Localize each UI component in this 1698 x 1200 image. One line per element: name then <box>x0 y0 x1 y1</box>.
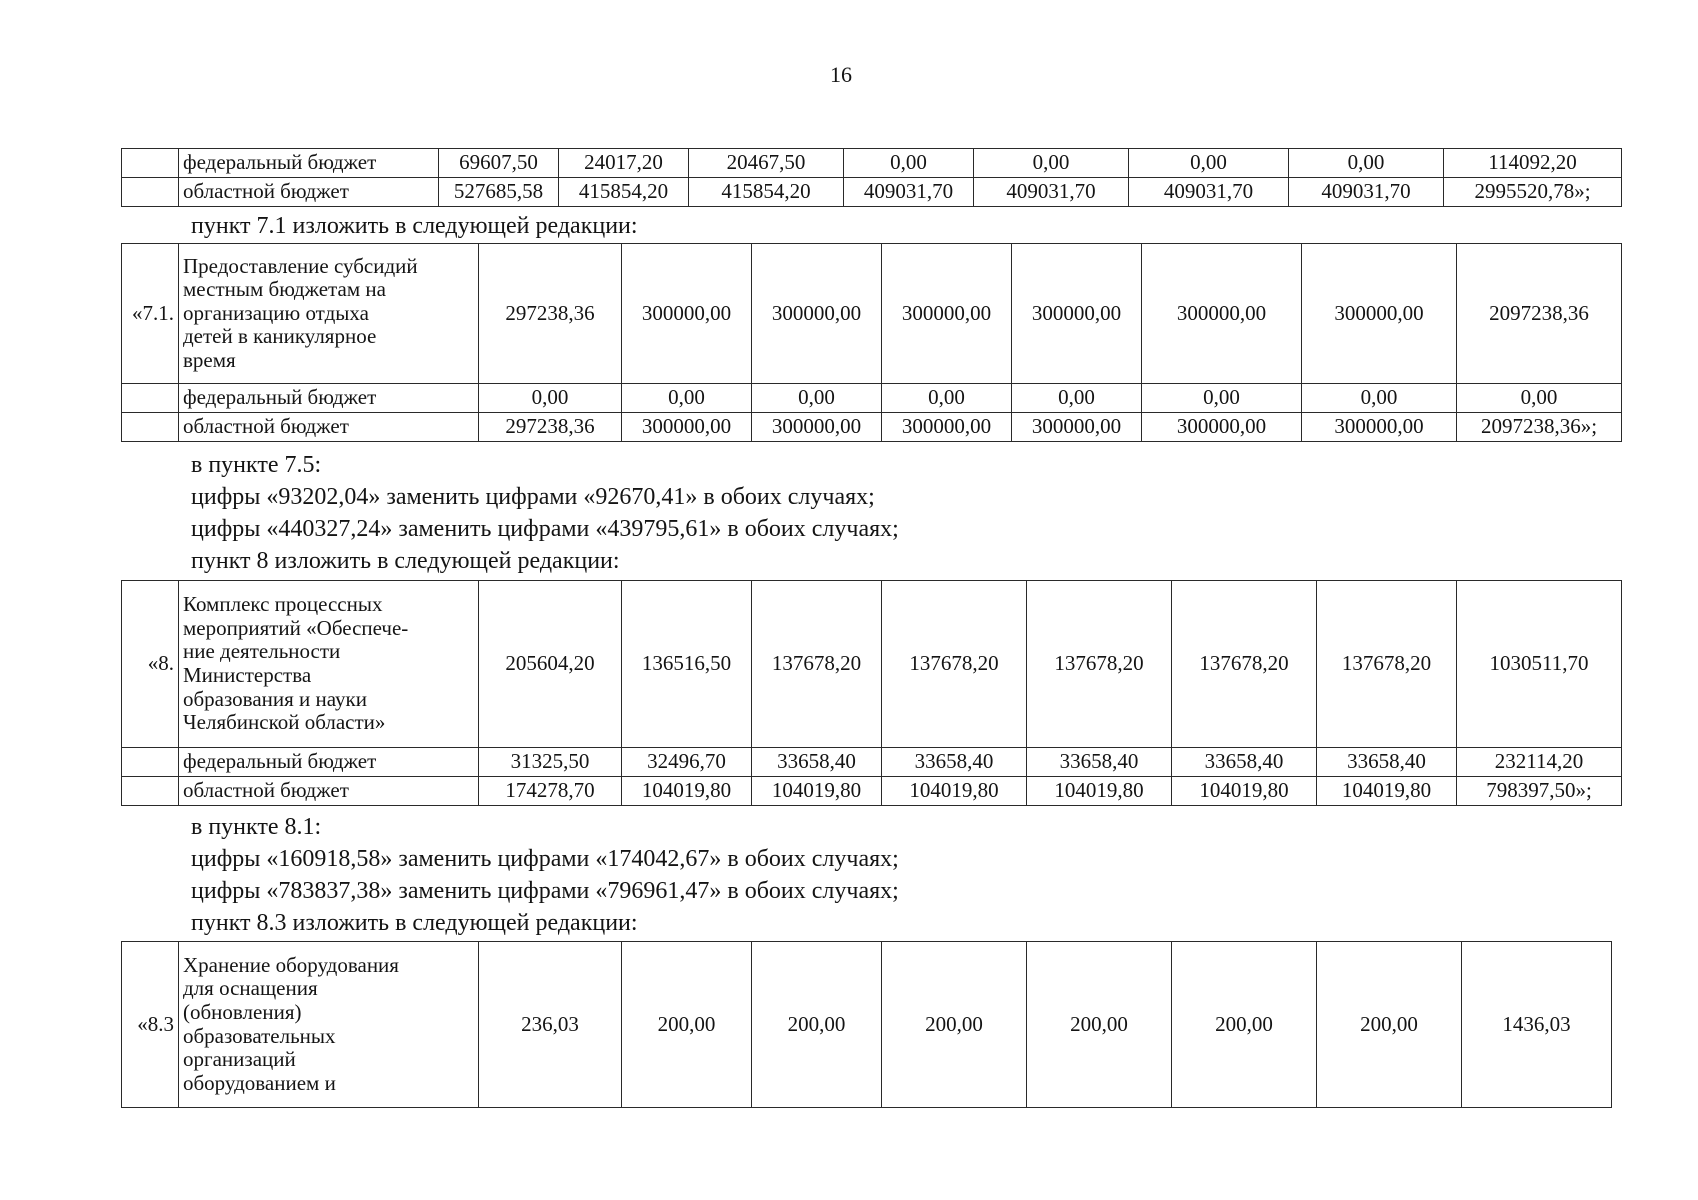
value-cell: 409031,70 <box>1129 178 1289 207</box>
total-cell: 2097238,36 <box>1457 244 1622 384</box>
value-cell: 137678,20 <box>882 581 1027 748</box>
value-cell: 297238,36 <box>479 244 622 384</box>
code-cell <box>122 748 179 777</box>
table-row <box>122 178 1622 207</box>
value-cell: 0,00 <box>1012 384 1142 413</box>
value-cell: 409031,70 <box>974 178 1129 207</box>
value-cell: 297238,36 <box>479 413 622 442</box>
value-cell: 24017,20 <box>559 149 689 178</box>
value-cell: 409031,70 <box>844 178 974 207</box>
value-cell: 104019,80 <box>1172 777 1317 806</box>
value-cell: 137678,20 <box>1027 581 1172 748</box>
row-label: федеральный бюджет <box>179 748 479 777</box>
value-cell: 104019,80 <box>882 777 1027 806</box>
instruction-7-1: пункт 7.1 изложить в следующей редакции: <box>191 213 638 239</box>
code-cell <box>122 149 179 178</box>
value-cell: 415854,20 <box>559 178 689 207</box>
value-cell: 300000,00 <box>1142 413 1302 442</box>
budget-table-continuation <box>121 148 1622 207</box>
table-row <box>122 777 1622 806</box>
value-cell: 200,00 <box>752 942 882 1108</box>
value-cell: 137678,20 <box>752 581 882 748</box>
description-line: организацию отдыха <box>183 300 369 325</box>
instruction-line: пункт 8 изложить в следующей редакции: <box>191 548 620 574</box>
page-number: 16 <box>830 62 852 87</box>
description-line: местным бюджетам на <box>183 277 386 302</box>
budget-table-8-3 <box>121 941 1612 1108</box>
item-description <box>179 244 479 384</box>
table-row <box>122 413 1622 442</box>
item-description <box>179 581 479 748</box>
total-cell: 114092,20 <box>1444 149 1622 178</box>
value-cell: 300000,00 <box>1302 244 1457 384</box>
description-line: мероприятий «Обеспече- <box>183 615 409 640</box>
row-label: федеральный бюджет <box>179 149 439 178</box>
value-cell: 527685,58 <box>439 178 559 207</box>
total-cell: 798397,50»; <box>1457 777 1622 806</box>
table-row <box>122 748 1622 777</box>
total-cell: 0,00 <box>1457 384 1622 413</box>
budget-table-7-1 <box>121 243 1622 442</box>
description-line: Предоставление субсидий <box>183 253 418 278</box>
row-label: областной бюджет <box>179 178 439 207</box>
total-cell: 2995520,78»; <box>1444 178 1622 207</box>
table-row <box>122 149 1622 178</box>
value-cell: 0,00 <box>622 384 752 413</box>
description-line: оборудованием и <box>183 1070 336 1095</box>
description-line: для оснащения <box>183 976 318 1001</box>
value-cell: 0,00 <box>1289 149 1444 178</box>
value-cell: 205604,20 <box>479 581 622 748</box>
value-cell: 137678,20 <box>1172 581 1317 748</box>
description-line: Министерства <box>183 663 312 687</box>
value-cell: 104019,80 <box>622 777 752 806</box>
value-cell: 300000,00 <box>1012 413 1142 442</box>
code-cell <box>122 777 179 806</box>
table-row <box>122 244 1622 384</box>
value-cell: 69607,50 <box>439 149 559 178</box>
value-cell: 33658,40 <box>1172 748 1317 777</box>
description-line: ние деятельности <box>183 639 341 664</box>
description-line: Хранение оборудования <box>183 952 399 977</box>
value-cell: 0,00 <box>844 149 974 178</box>
row-label: областной бюджет <box>179 413 479 442</box>
value-cell: 104019,80 <box>752 777 882 806</box>
value-cell: 300000,00 <box>1302 413 1457 442</box>
value-cell: 300000,00 <box>622 244 752 384</box>
table-row <box>122 942 1612 1108</box>
value-cell: 200,00 <box>1027 942 1172 1108</box>
value-cell: 174278,70 <box>479 777 622 806</box>
instruction-line: цифры «93202,04» заменить цифрами «92670,41» в обоих случаях; <box>191 484 875 510</box>
value-cell: 104019,80 <box>1317 777 1457 806</box>
value-cell: 0,00 <box>479 384 622 413</box>
value-cell: 33658,40 <box>1027 748 1172 777</box>
value-cell: 200,00 <box>622 942 752 1108</box>
description-line: время <box>183 347 236 372</box>
value-cell: 300000,00 <box>1012 244 1142 384</box>
description-line: Челябинской области» <box>183 710 386 735</box>
item-code: «8.3 <box>122 942 179 1108</box>
value-cell: 300000,00 <box>882 244 1012 384</box>
value-cell: 0,00 <box>974 149 1129 178</box>
row-label: федеральный бюджет <box>179 384 479 413</box>
value-cell: 33658,40 <box>882 748 1027 777</box>
description-line: детей в каникулярное <box>183 324 377 349</box>
value-cell: 137678,20 <box>1317 581 1457 748</box>
value-cell: 0,00 <box>1129 149 1289 178</box>
code-cell <box>122 384 179 413</box>
instruction-line: цифры «440327,24» заменить цифрами «439795,61» в обоих случаях; <box>191 516 899 542</box>
value-cell: 0,00 <box>1142 384 1302 413</box>
value-cell: 104019,80 <box>1027 777 1172 806</box>
value-cell: 200,00 <box>882 942 1027 1108</box>
value-cell: 33658,40 <box>1317 748 1457 777</box>
total-cell: 1030511,70 <box>1457 581 1622 748</box>
description-line: (обновления) <box>183 999 302 1024</box>
row-label: областной бюджет <box>179 777 479 806</box>
item-description <box>179 942 479 1108</box>
budget-table-8 <box>121 580 1622 806</box>
value-cell: 136516,50 <box>622 581 752 748</box>
item-code: «7.1. <box>122 244 179 384</box>
code-cell <box>122 178 179 207</box>
description-line: образовательных <box>183 1023 336 1048</box>
value-cell: 0,00 <box>882 384 1012 413</box>
value-cell: 300000,00 <box>752 244 882 384</box>
description-line: Комплекс процессных <box>183 592 383 617</box>
value-cell: 0,00 <box>1302 384 1457 413</box>
value-cell: 300000,00 <box>752 413 882 442</box>
total-cell: 232114,20 <box>1457 748 1622 777</box>
instruction-line: цифры «783837,38» заменить цифрами «796961,47» в обоих случаях; <box>191 878 899 904</box>
code-cell <box>122 413 179 442</box>
value-cell: 200,00 <box>1172 942 1317 1108</box>
item-code: «8. <box>122 581 179 748</box>
table-row <box>122 581 1622 748</box>
value-cell: 200,00 <box>1317 942 1462 1108</box>
table-row <box>122 384 1622 413</box>
value-cell: 300000,00 <box>882 413 1012 442</box>
description-line: организаций <box>183 1047 296 1072</box>
value-cell: 33658,40 <box>752 748 882 777</box>
value-cell: 409031,70 <box>1289 178 1444 207</box>
value-cell: 236,03 <box>479 942 622 1108</box>
value-cell: 300000,00 <box>622 413 752 442</box>
value-cell: 20467,50 <box>689 149 844 178</box>
instruction-line: пункт 8.3 изложить в следующей редакции: <box>191 910 638 936</box>
value-cell: 32496,70 <box>622 748 752 777</box>
description-line: образования и науки <box>183 686 367 711</box>
value-cell: 31325,50 <box>479 748 622 777</box>
total-cell: 2097238,36»; <box>1457 413 1622 442</box>
value-cell: 415854,20 <box>689 178 844 207</box>
instruction-line: цифры «160918,58» заменить цифрами «174042,67» в обоих случаях; <box>191 846 899 872</box>
value-cell: 0,00 <box>752 384 882 413</box>
instruction-line: в пункте 8.1: <box>191 814 322 840</box>
value-cell: 300000,00 <box>1142 244 1302 384</box>
instruction-line: в пункте 7.5: <box>191 452 322 478</box>
total-cell: 1436,03 <box>1462 942 1612 1108</box>
